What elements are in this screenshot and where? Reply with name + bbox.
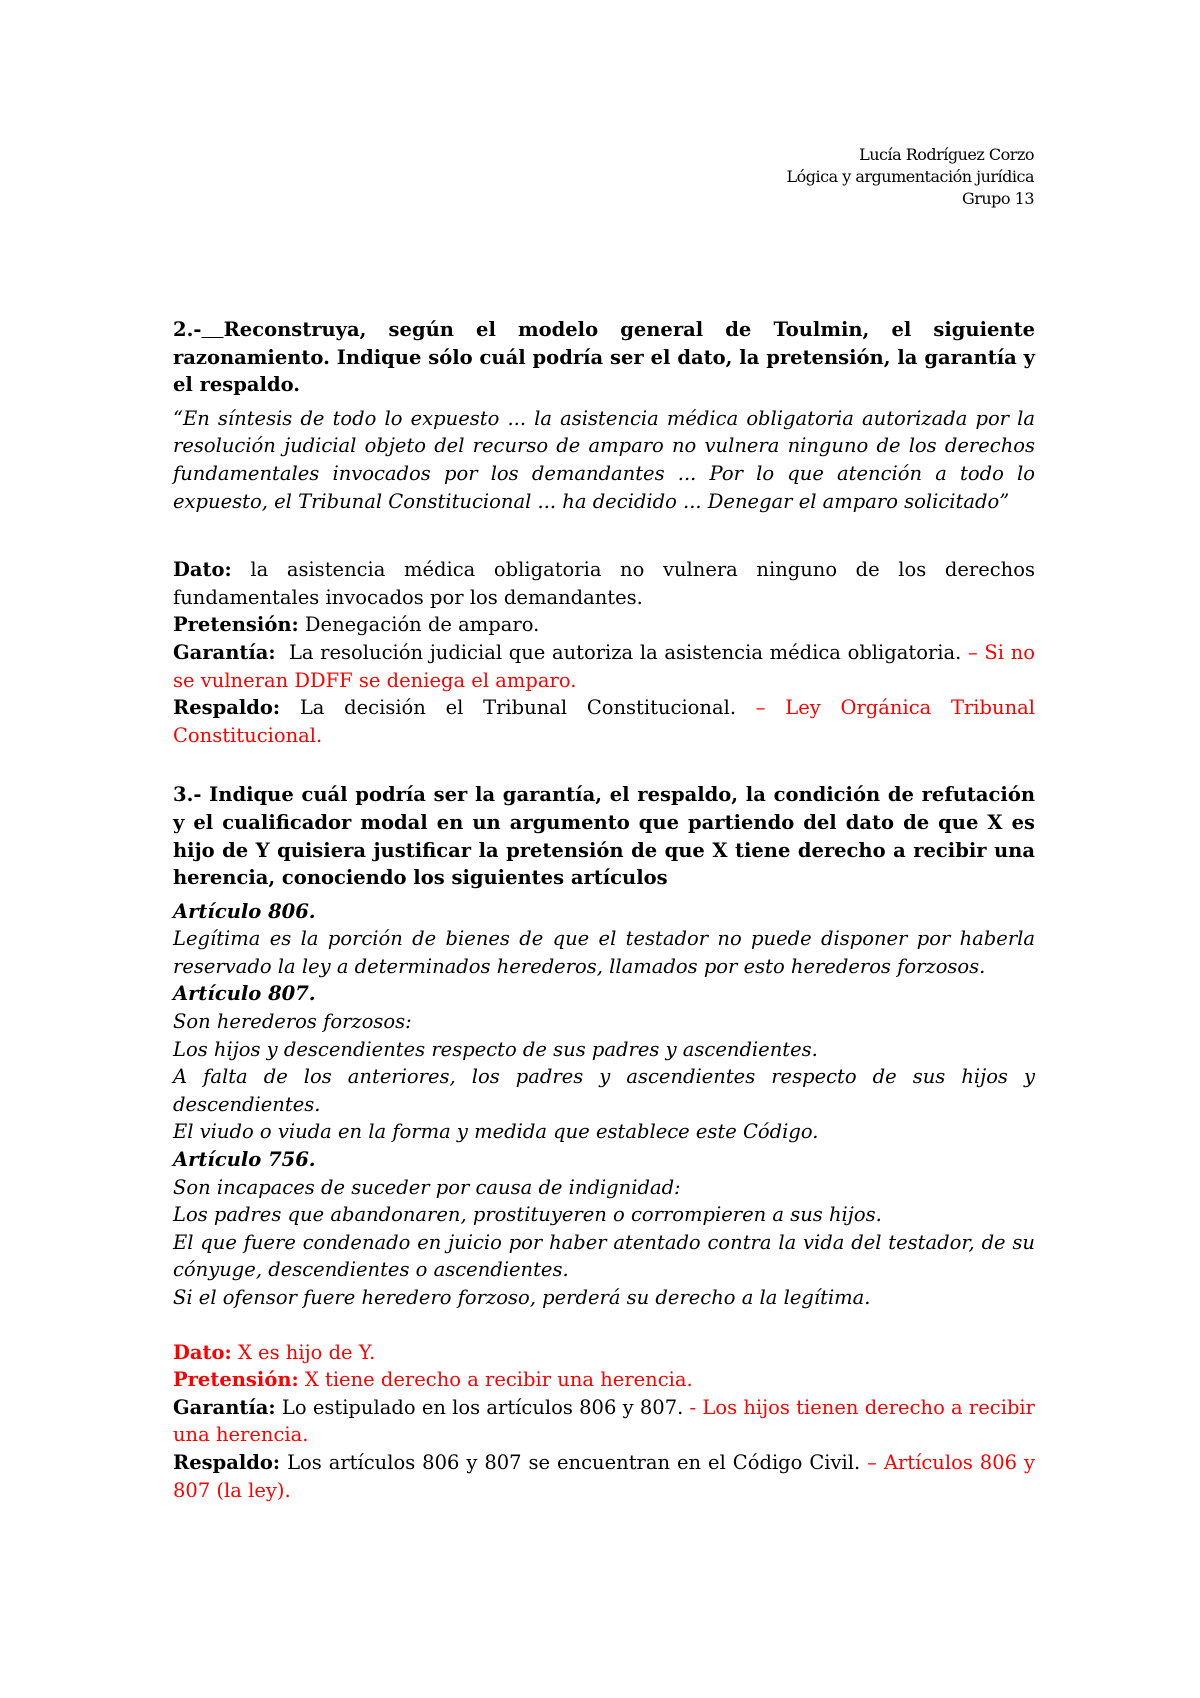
q3-respaldo — [173, 1449, 1035, 1504]
article-807-line: A falta de los anteriores, los padres y ascendientes respecto de sus hijos y descendientes. — [173, 1065, 1035, 1116]
q2-pretension — [173, 611, 1035, 639]
spacer — [173, 1312, 1035, 1339]
q2-respaldo-text: La decisión el Tribunal Constitucional. — [280, 696, 737, 720]
q2-garantia-label: Garantía: — [173, 640, 276, 664]
q3-garantia — [173, 1394, 1035, 1449]
article-807-line: Son herederos forzosos: — [173, 1010, 412, 1034]
q3-dato-text: X es hijo de Y. — [231, 1340, 376, 1364]
group-name: Grupo 13 — [961, 189, 1034, 208]
article-756-heading: Artículo 756. — [173, 1148, 316, 1172]
question-2-title — [173, 316, 1035, 399]
q2-garantia — [173, 639, 1035, 694]
q3-garantia-correction: - Los hijos tienen derecho a recibir una herencia. — [173, 1395, 1035, 1447]
article-756-line: El que fuere condenado en juicio por haber atentado contra la vida del testador, de su cónyuge, descendientes o ascendientes. — [173, 1230, 1035, 1282]
article-806-heading: Artículo 806. — [173, 899, 316, 923]
question-2-number: 2.- — [173, 318, 202, 341]
q3-dato-label: Dato: — [173, 1340, 232, 1364]
q3-pretension-label: Pretensión: — [173, 1368, 299, 1392]
spacer — [173, 515, 1035, 556]
q3-garantia-label: Garantía: — [173, 1395, 276, 1419]
q2-dato-text: la asistencia médica obligatoria no vulnera ninguno de los derechos fundamentales invocados por los demandantes. — [173, 558, 1035, 609]
q3-dato — [173, 1339, 1035, 1367]
author-name: Lucía Rodríguez Corzo — [859, 145, 1034, 164]
article-756-line: Son incapaces de suceder por causa de indignidad: — [173, 1175, 681, 1199]
article-756-line: Si el ofensor fuere heredero forzoso, perderá su derecho a la legítima. — [173, 1286, 871, 1309]
q2-respaldo-correction: – Ley Orgánica Tribunal Constitucional. — [173, 696, 1035, 747]
article-807-line: Los hijos y descendientes respecto de sus padres y ascendientes. — [173, 1037, 818, 1061]
question-2-quote: “En síntesis de todo lo expuesto ... la asistencia médica obligatoria autorizada por la resolución judicial objeto del recurso de amparo no vulnera ninguno de los derechos fundamentales invocados por los demandantes ... Por lo que atención a todo lo expuesto, el Tribunal Constitucional ... ha decidido ... Denegar el amparo solicitado” — [173, 406, 1035, 513]
document-body — [173, 316, 1035, 1504]
q2-pretension-text: Denegación de amparo. — [298, 613, 540, 637]
document-header — [787, 144, 1034, 210]
q2-dato-label: Dato: — [173, 558, 232, 582]
q2-dato — [173, 556, 1035, 611]
article-806 — [173, 898, 1035, 981]
q2-respaldo-label: Respaldo: — [173, 696, 281, 720]
q3-garantia-text: Lo estipulado en los artículos 806 y 807. — [275, 1395, 684, 1419]
question-2-underscore — [201, 318, 223, 341]
q2-respaldo — [173, 694, 1035, 749]
question-2-text: Reconstruya, según el modelo general de Toulmin, el siguiente razonamiento. Indique sólo cuál podría ser el dato, la pretensión, la garantía y el respaldo. — [173, 318, 1035, 397]
article-756-line: Los padres que abandonaren, prostituyeren o corrompieren a sus hijos. — [173, 1203, 882, 1227]
q3-respaldo-label: Respaldo: — [173, 1450, 281, 1474]
article-807 — [173, 980, 1035, 1146]
q3-pretension — [173, 1366, 1035, 1394]
article-807-heading: Artículo 807. — [173, 982, 316, 1006]
q3-respaldo-correction: – Artículos 806 y 807 (la ley). — [173, 1450, 1035, 1502]
article-806-line: Legítima es la porción de bienes de que el testador no puede disponer por haberla reservado la ley a determinados herederos, llamados por esto herederos forzosos. — [173, 927, 1035, 978]
q3-pretension-text: X tiene derecho a recibir una herencia. — [298, 1368, 693, 1392]
q2-garantia-text: La resolución judicial que autoriza la asistencia médica obligatoria. — [275, 640, 962, 664]
question-3-title: 3.- Indique cuál podría ser la garantía, el respaldo, la condición de refutación y el cualificador modal en un argumento que partiendo del dato de que X es hijo de Y quisiera justificar la pretensión de que X tiene derecho a recibir una herencia, conociendo los siguientes artículos — [173, 783, 1035, 890]
q2-pretension-label: Pretensión: — [173, 613, 299, 637]
spacer — [173, 749, 1035, 781]
article-756 — [173, 1146, 1035, 1312]
article-807-line: El viudo o viuda en la forma y medida que establece este Código. — [173, 1120, 819, 1144]
q3-respaldo-text: Los artículos 806 y 807 se encuentran en el Código Civil. — [280, 1450, 861, 1474]
q2-garantia-correction: – Si no se vulneran DDFF se deniega el amparo. — [173, 640, 1035, 692]
course-name: Lógica y argumentación jurídica — [786, 167, 1034, 186]
